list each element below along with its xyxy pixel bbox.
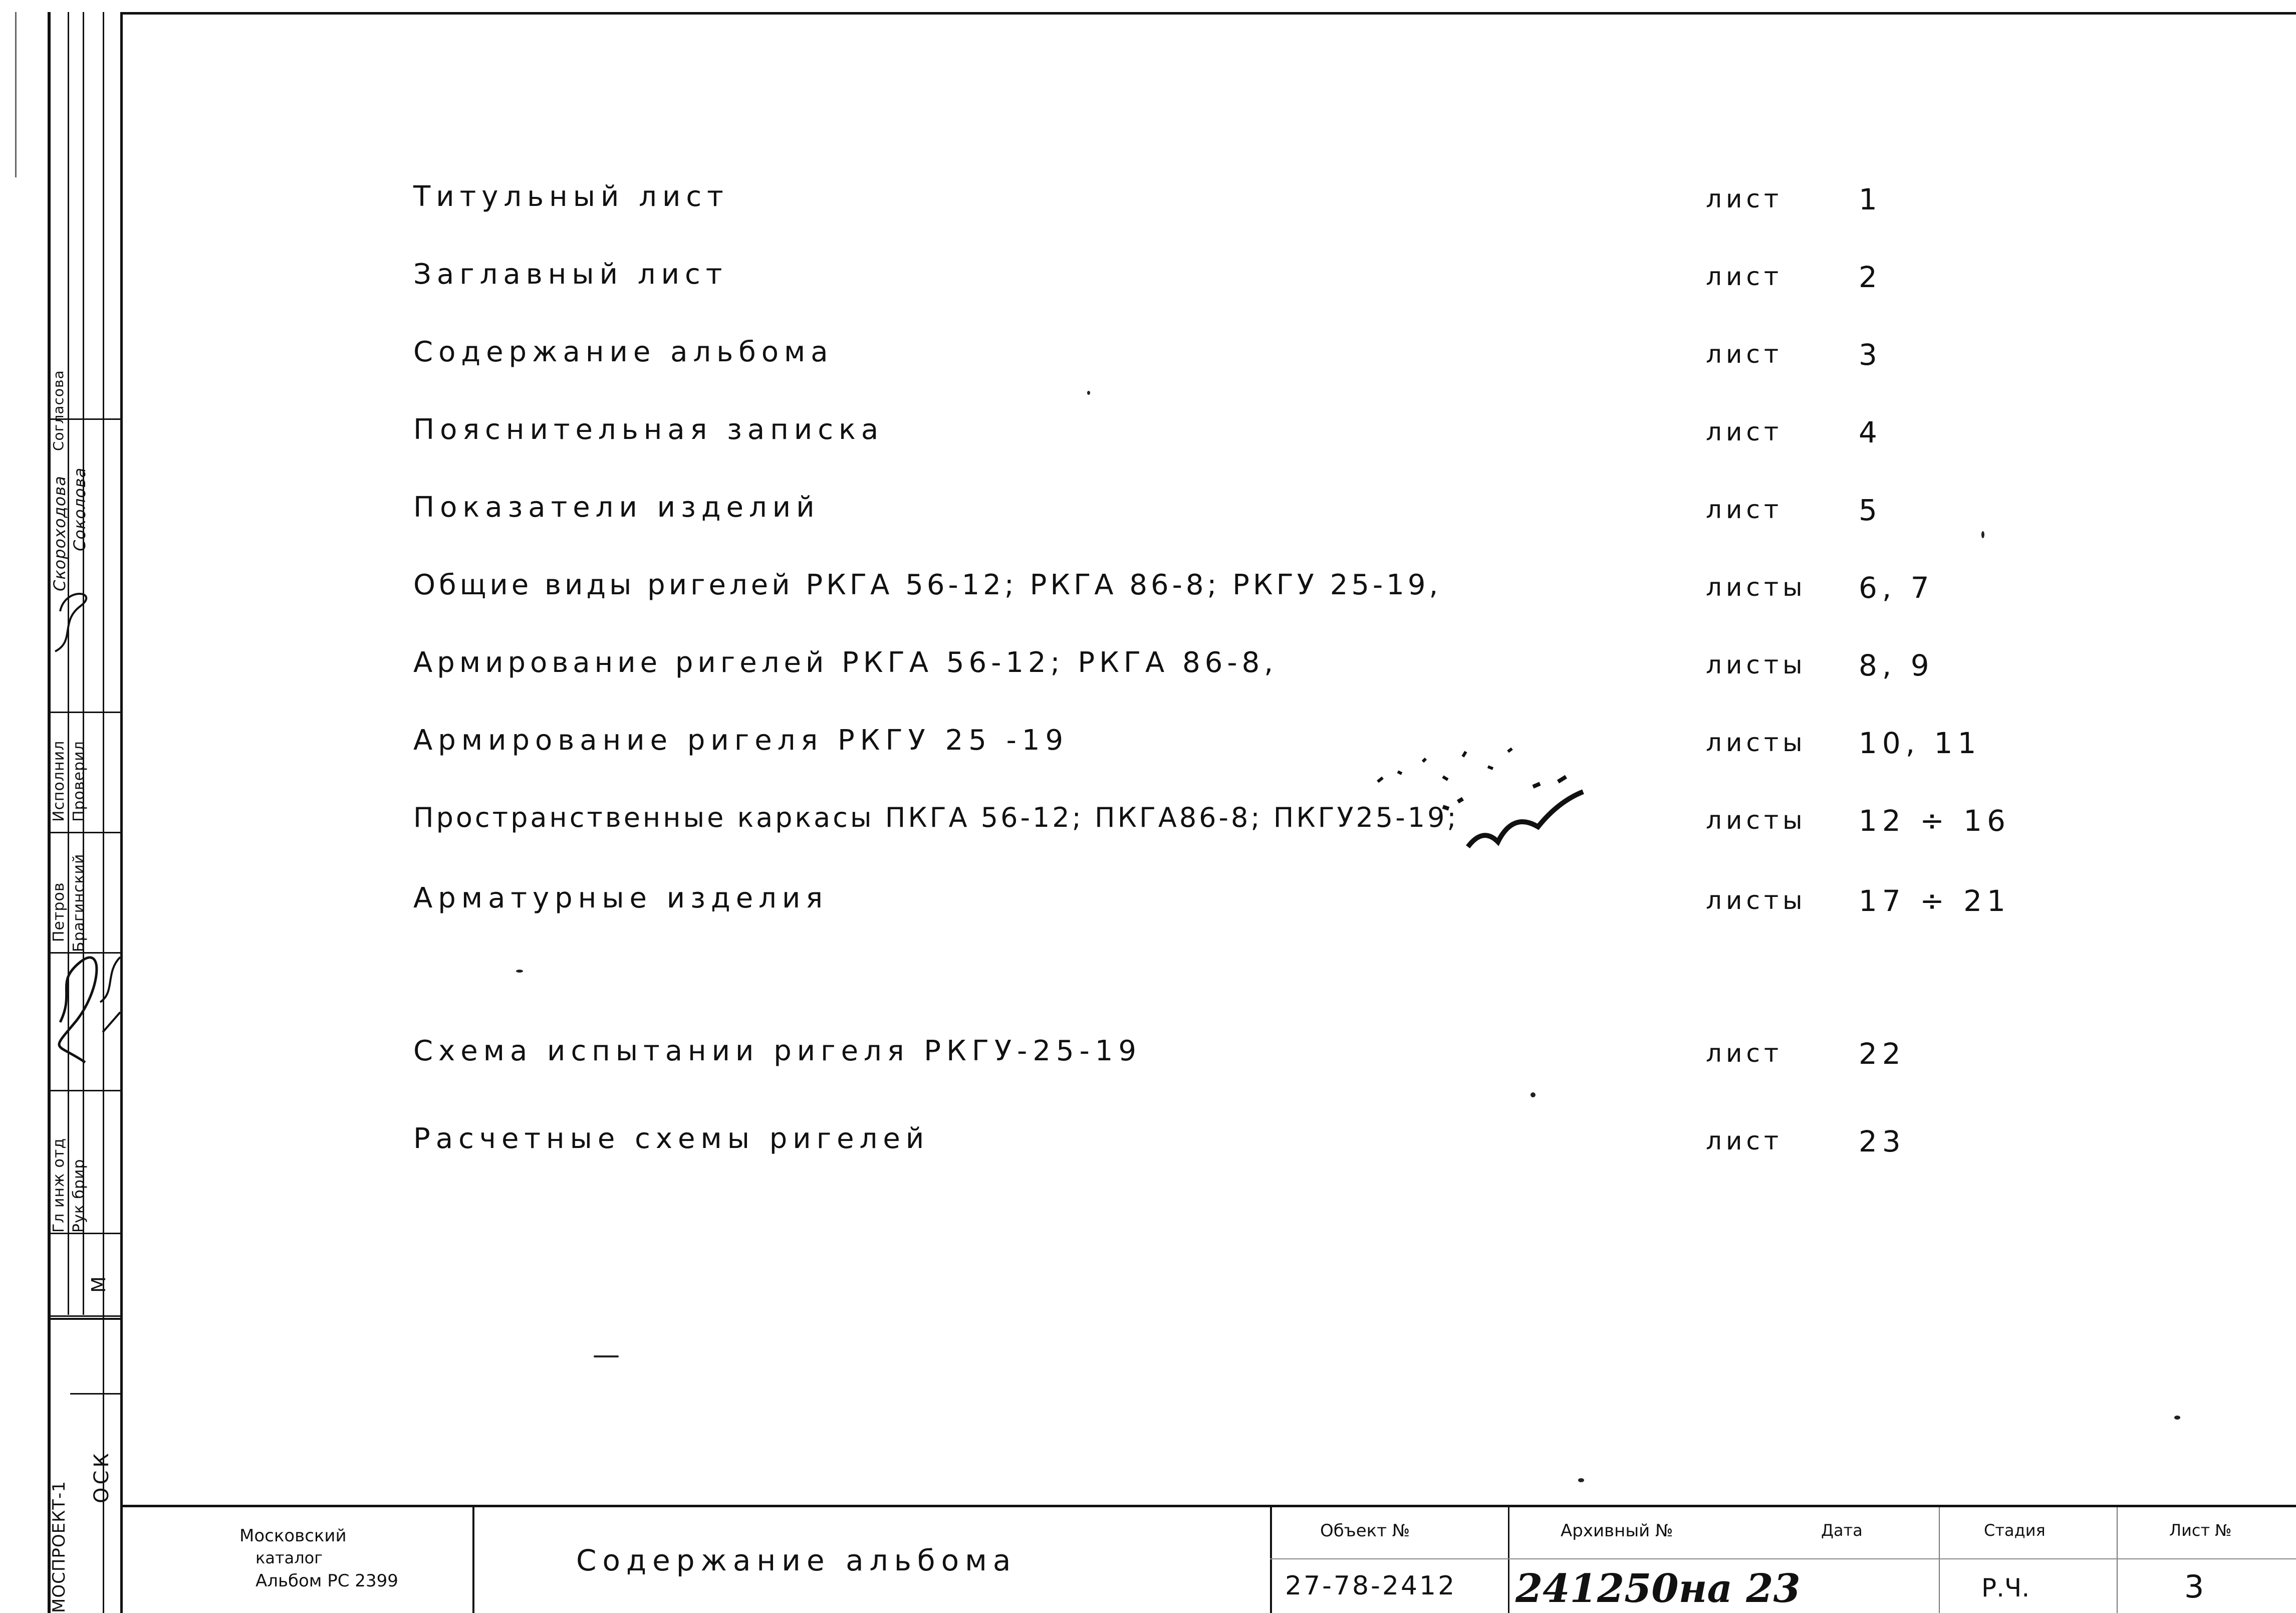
archive-label: Архивный № xyxy=(1561,1521,1673,1541)
list-item xyxy=(413,1035,2217,1080)
date-label: Дата xyxy=(1821,1521,1863,1540)
list-item xyxy=(413,569,2217,614)
strip-name-1: Скороходова xyxy=(50,476,69,591)
contents-item-sheet-label: лист xyxy=(1706,417,1783,446)
strip-person-1: Петров xyxy=(50,882,68,942)
strip-code: МОСПРОЕКТ-1 xyxy=(49,1481,69,1613)
tb-divider-3 xyxy=(1508,1507,1509,1613)
contents-item-title: Заглавный лист xyxy=(413,258,728,291)
strip-sep-9 xyxy=(70,1393,123,1395)
contents-item-sheet-label: листы xyxy=(1706,728,1807,757)
contents-item-title: Схема испытании ригеля РКГУ-25-19 xyxy=(413,1035,1142,1067)
tb-divider-1 xyxy=(472,1507,474,1613)
list-item xyxy=(413,258,2217,303)
contents-item-sheet-label: листы xyxy=(1706,806,1807,835)
contents-item-sheet-number: 12 ÷ 16 xyxy=(1859,804,2011,838)
ink-smudge xyxy=(1368,722,1628,872)
contents-item-sheet-number: 4 xyxy=(1859,415,1882,449)
document-title: Содержание альбома xyxy=(576,1543,1017,1577)
strip-agreed: Согласова xyxy=(50,370,67,451)
list-item xyxy=(413,802,2217,847)
strip-osk: ОСК xyxy=(90,1450,113,1503)
contents-item-sheet-label: листы xyxy=(1706,573,1807,602)
title-block-top xyxy=(120,1505,2296,1507)
strip-sep-7 xyxy=(48,1315,123,1317)
strip-role-3: Гл инж отд xyxy=(50,1137,68,1233)
contents-item-sheet-label: лист xyxy=(1706,495,1783,524)
contents-item-sheet-label: лист xyxy=(1706,262,1783,291)
contents-item-title: Титульный лист xyxy=(413,180,729,213)
strip-role-1: Исполнил xyxy=(50,740,68,822)
contents-item-title: Арматурные изделия xyxy=(413,882,829,914)
contents-item-title: Общие виды ригелей РКГА 56-12; РКГА 86-8; РКГУ 25-19, xyxy=(413,569,1442,601)
contents-item-sheet-number: 2 xyxy=(1859,260,1882,294)
speck xyxy=(594,1355,619,1357)
list-item xyxy=(413,336,2217,381)
contents-item-title: Расчетные схемы ригелей xyxy=(413,1122,930,1155)
speck xyxy=(2174,1416,2180,1420)
sheet-no-label: Лист № xyxy=(2169,1521,2232,1540)
strip-sep-8 xyxy=(48,1318,123,1320)
strip-sep-6 xyxy=(48,1233,123,1234)
tb-row-line xyxy=(1270,1558,2296,1559)
archive-value: 241250на 23 xyxy=(1515,1566,1801,1611)
stage-value: Р.Ч. xyxy=(1981,1573,2030,1602)
org-line-2: каталог xyxy=(256,1548,323,1567)
contents-item-sheet-label: лист xyxy=(1706,1126,1783,1156)
object-value: 27-78-2412 xyxy=(1285,1571,1457,1601)
contents-item-sheet-number: 22 xyxy=(1859,1037,1906,1071)
contents-item-sheet-label: листы xyxy=(1706,886,1807,915)
contents-item-sheet-number: 6, 7 xyxy=(1859,571,1934,605)
strip-line-e xyxy=(15,12,17,177)
strip-mark-m: М xyxy=(88,1276,110,1293)
contents-item-sheet-number: 1 xyxy=(1859,182,1882,216)
tb-divider-4 xyxy=(1939,1507,1940,1613)
stage-label: Стадия xyxy=(1984,1521,2046,1540)
speck xyxy=(516,970,523,973)
speck xyxy=(1530,1092,1536,1097)
org-line-3: Альбом РС 2399 xyxy=(256,1571,398,1591)
speck xyxy=(1087,391,1090,395)
contents-item-title: Армирование ригеля РКГУ 25 -19 xyxy=(413,724,1069,757)
speck xyxy=(1578,1478,1584,1482)
contents-item-sheet-number: 5 xyxy=(1859,493,1882,527)
list-item xyxy=(413,646,2217,692)
contents-item-sheet-number: 23 xyxy=(1859,1124,1906,1159)
list-item xyxy=(413,413,2217,458)
contents-item-sheet-label: лист xyxy=(1706,1039,1783,1068)
tb-divider-5 xyxy=(2117,1507,2118,1613)
contents-item-sheet-label: лист xyxy=(1706,340,1783,369)
contents-item-sheet-number: 8, 9 xyxy=(1859,648,1934,682)
contents-item-sheet-number: 3 xyxy=(1859,338,1882,372)
strip-role-2: Проверил xyxy=(70,741,88,822)
object-label: Объект № xyxy=(1320,1521,1410,1541)
contents-item-title: Пояснительная записка xyxy=(413,413,884,446)
list-item xyxy=(413,724,2217,769)
contents-item-title: Содержание альбома xyxy=(413,336,834,368)
contents-item-sheet-number: 10, 11 xyxy=(1859,726,1981,760)
sheet-no-value: 3 xyxy=(2184,1568,2204,1605)
strip-person-2: Брагинский xyxy=(70,853,88,952)
contents-item-title: Показатели изделий xyxy=(413,491,820,524)
contents-item-title: Пространственные каркасы ПКГА 56-12; ПКГА86-8; ПКГУ25-19; xyxy=(413,802,1459,833)
speck xyxy=(1981,531,1984,538)
contents-item-sheet-label: лист xyxy=(1706,184,1783,213)
strip-role-4: Рук брир xyxy=(70,1159,88,1233)
list-item xyxy=(413,1122,2217,1168)
list-item xyxy=(413,882,2217,927)
strip-name-2: Соколова xyxy=(70,467,89,551)
strip-signatures xyxy=(45,591,125,1117)
tb-divider-2 xyxy=(1270,1507,1272,1613)
contents-item-sheet-label: листы xyxy=(1706,650,1807,679)
list-item xyxy=(413,491,2217,536)
contents-item-sheet-number: 17 ÷ 21 xyxy=(1859,884,2011,918)
org-line-1: Московский xyxy=(239,1526,347,1546)
list-item xyxy=(413,180,2217,225)
frame-top xyxy=(120,12,2296,15)
contents-item-title: Армирование ригелей РКГА 56-12; РКГА 86-8, xyxy=(413,646,1278,679)
